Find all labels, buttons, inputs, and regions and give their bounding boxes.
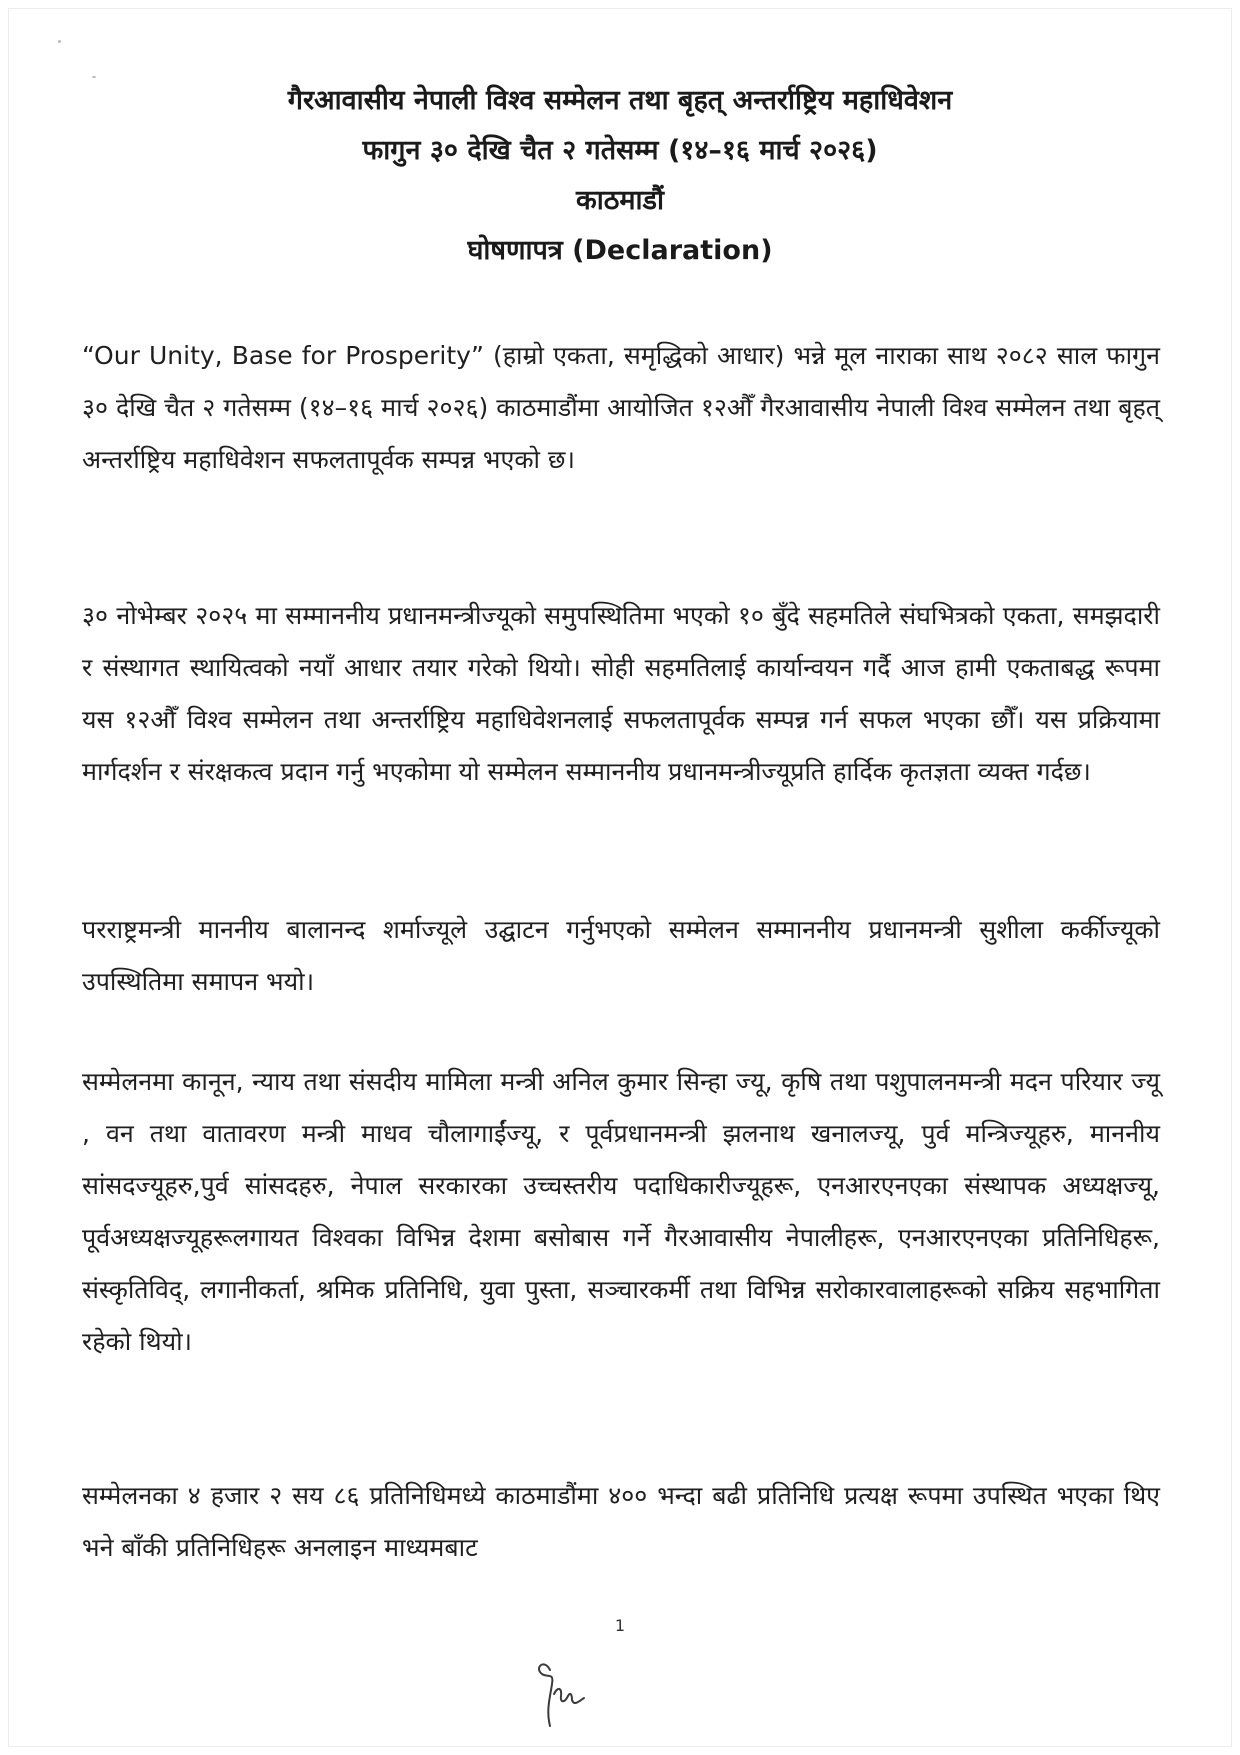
declaration-venue: काठमाडौं bbox=[576, 185, 664, 216]
declaration-title: गैरआवासीय नेपाली विश्व सम्मेलन तथा बृहत् अन्तर्राष्ट्रिय महाधिवेशन bbox=[287, 85, 953, 116]
paragraph-opening: “Our Unity, Base for Prosperity” (हाम्रो एकता, समृद्धिको आधार) भन्ने मूल नाराका साथ २०८२ साल फागुन ३० देखि चैत २ गतेसम्म (१४–१६ मार्च २०२६) काठमाडौंमा आयोजित १२औँ गैरआवासीय नेपाली विश्व सम्मेलन तथा बृहत् अन्तर्राष्ट्रिय महाधिवेशन सफलतापूर्वक सम्पन्न भएको छ। bbox=[82, 341, 1160, 474]
paragraph-agreement: ३० नोभेम्बर २०२५ मा सम्माननीय प्रधानमन्त्रीज्यूको समुपस्थितिमा भएको १० बुँदे सहमतिले संघभित्रको एकता, समझदारी र संस्थागत स्थायित्वको नयाँ आधार तयार गरेको थियो। सोही सहमतिलाई कार्यान्वयन गर्दै आज हामी एकताबद्ध रूपमा यस १२औँ विश्व सम्मेलन तथा अन्तर्राष्ट्रिय महाधिवेशनलाई सफलतापूर्वक सम्पन्न गर्न सफल भएका छौँ। यस प्रक्रियामा मार्गदर्शन र संरक्षकत्व प्रदान गर्नु भएकोमा यो सम्मेलन सम्माननीय प्रधानमन्त्रीज्यूप्रति हार्दिक कृतज्ञता व्यक्त गर्दछ। bbox=[82, 601, 1160, 786]
paragraph-delegates: सम्मेलनका ४ हजार २ सय ८६ प्रतिनिधिमध्ये काठमाडौंमा ४०० भन्दा बढी प्रतिनिधि प्रत्यक्ष रूपमा उपस्थित भएका थिए भने बाँकी प्रतिनिधिहरू अनलाइन माध्यमबाट bbox=[82, 1481, 1160, 1562]
declaration-heading: घोषणापत्र (Declaration) bbox=[467, 235, 773, 266]
paragraph-inauguration: परराष्ट्रमन्त्री माननीय बालानन्द शर्माज्यूले उद्घाटन गर्नुभएको सम्मेलन सम्माननीय प्रधानमन्त्री सुशीला कर्कीज्यूको उपस्थितिमा समापन भयो। bbox=[82, 915, 1160, 996]
scan-speck bbox=[58, 40, 61, 43]
signature-icon bbox=[528, 1650, 608, 1730]
declaration-dates: फागुन ३० देखि चैत २ गतेसम्म (१४–१६ मार्च २०२६) bbox=[362, 135, 878, 166]
page-number: 1 bbox=[614, 1616, 626, 1635]
paragraph-participants: सम्मेलनमा कानून, न्याय तथा संसदीय मामिला मन्त्री अनिल कुमार सिन्हा ज्यू, कृषि तथा पशुपालनमन्त्री मदन परियार ज्यू , वन तथा वातावरण मन्त्री माधव चौलागाईंज्यू, र पूर्वप्रधानमन्त्री झलनाथ खनालज्यू, पुर्व मन्त्रिज्यूहरु, माननीय सांसदज्यूहरु,पुर्व सांसदहरु, नेपाल सरकारका उच्चस्तरीय पदाधिकारीज्यूहरू, एनआरएनएका संस्थापक अध्यक्षज्यू, पूर्वअध्यक्षज्यूहरूलगायत विश्वका विभिन्न देशमा बसोबास गर्ने गैरआवासीय नेपालीहरू, एनआरएनएका प्रतिनिधिहरू, संस्कृतिविद्, लगानीकर्ता, श्रमिक प्रतिनिधि, युवा पुस्ता, सञ्चारकर्मी तथा विभिन्न सरोकारवालाहरूको सक्रिय सहभागिता रहेको थियो। bbox=[82, 1067, 1160, 1356]
